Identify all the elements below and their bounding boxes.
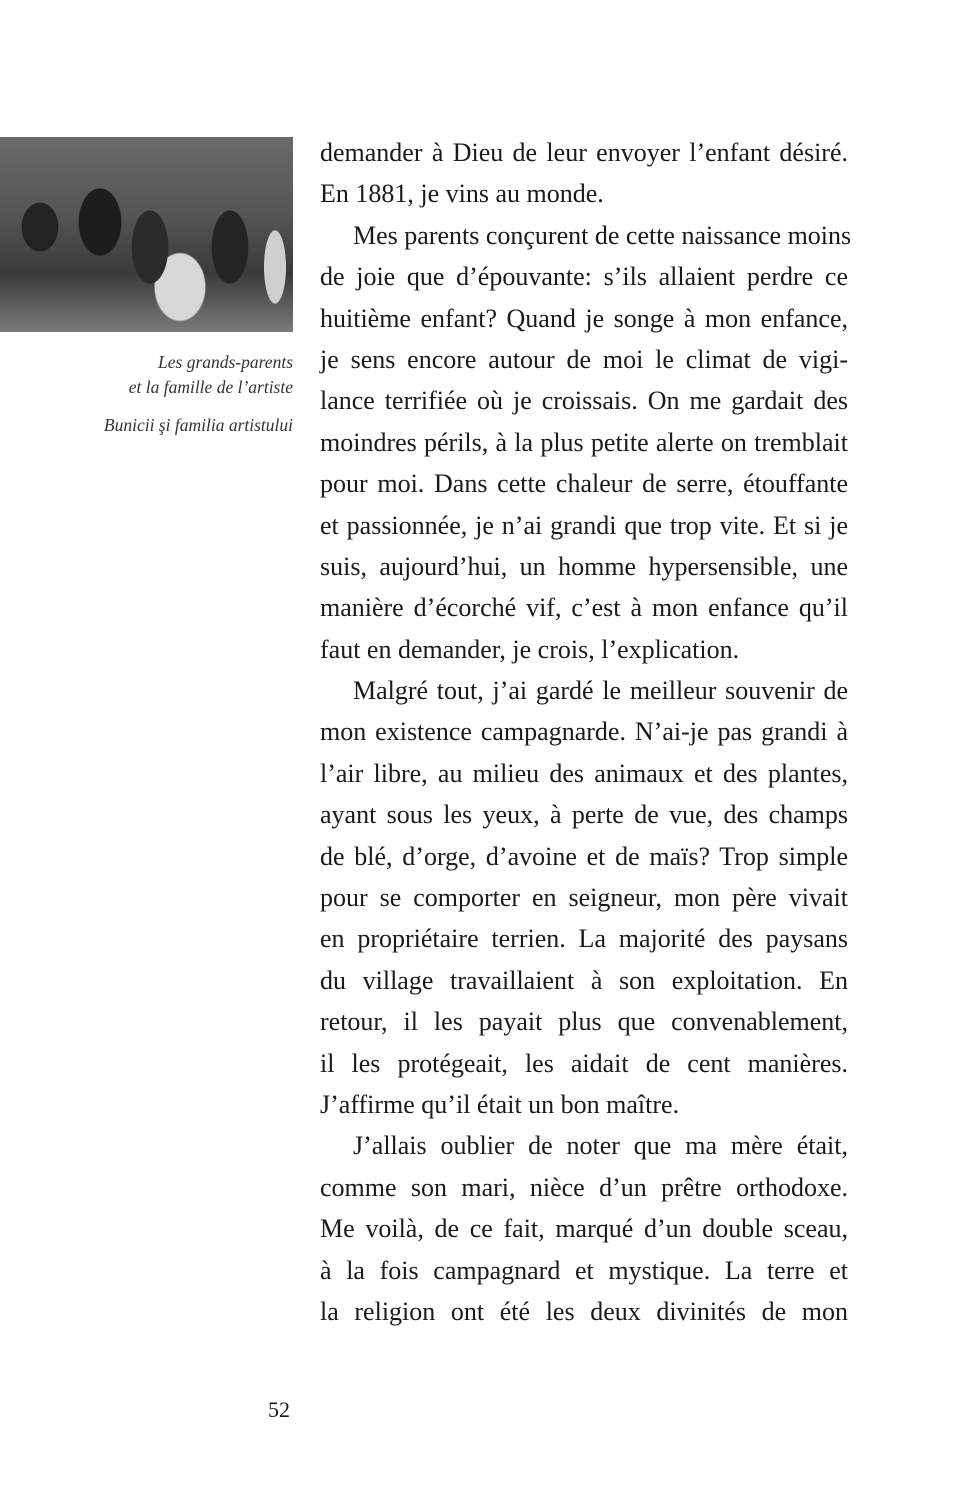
caption-line: Les grands-parents — [158, 352, 293, 372]
text-line: comme son mari, nièce d’un prêtre orthodoxe. — [320, 1172, 848, 1202]
text-line: Malgré tout, j’ai gardé le meilleur souvenir de — [353, 676, 848, 706]
text-line: En 1881, je vins au monde. — [320, 179, 604, 209]
text-line: J’affirme qu’il était un bon maître. — [320, 1089, 680, 1119]
text-line: faut en demander, je crois, l’explication. — [320, 634, 740, 664]
text-line: moindres périls, à la plus petite alerte on tremblait — [320, 427, 848, 457]
text-line: pour se comporter en seigneur, mon père vivait — [320, 883, 848, 913]
body-text — [320, 132, 852, 1332]
text-line: du village travaillaient à son exploitation. En — [320, 965, 848, 995]
text-line: huitième enfant? Quand je songe à mon enfance, — [320, 303, 848, 333]
caption-french — [104, 350, 293, 400]
text-line: J’allais oublier de noter que ma mère était, — [353, 1131, 848, 1161]
text-line: lance terrifiée où je croissais. On me gardait des — [320, 386, 848, 416]
text-line: mon existence campagnarde. N’ai-je pas grandi à — [320, 717, 848, 747]
text-line: pour moi. Dans cette chaleur de serre, étouffante — [320, 469, 848, 499]
page-number: 52 — [268, 1397, 290, 1422]
text-line: et passionnée, je n’ai grandi que trop vite. Et si je — [320, 510, 848, 540]
text-line: manière d’écorché vif, c’est à mon enfance qu’il — [320, 593, 848, 623]
text-line: Mes parents conçurent de cette naissance moins — [353, 220, 852, 250]
family-photo — [0, 137, 293, 332]
paragraph — [320, 1125, 848, 1332]
caption-romanian: Bunicii şi familia artistului — [103, 415, 293, 435]
text-line: en propriétaire terrien. La majorité des paysans — [320, 924, 848, 954]
photo-caption — [104, 350, 293, 451]
caption-line: et la famille de l’artiste — [128, 377, 293, 397]
paragraph — [320, 132, 848, 215]
text-line: il les protégeait, les aidait de cent manières. — [320, 1048, 848, 1078]
text-line: suis, aujourd’hui, un homme hypersensible, une — [320, 551, 848, 581]
text-line: à la fois campagnard et mystique. La terre et — [320, 1255, 848, 1285]
text-line: la religion ont été les deux divinités de mon — [320, 1296, 848, 1326]
text-line: de joie que d’épouvante: s’ils allaient perdre ce — [320, 262, 848, 292]
text-line: Me voilà, de ce fait, marqué d’un double sceau, — [320, 1214, 848, 1244]
text-line: l’air libre, au milieu des animaux et des plantes, — [320, 758, 848, 788]
text-line: ayant sous les yeux, à perte de vue, des champs — [320, 800, 848, 830]
paragraph — [320, 670, 848, 1125]
text-line: de blé, d’orge, d’avoine et de maïs? Trop simple — [320, 841, 848, 871]
text-line: demander à Dieu de leur envoyer l’enfant désiré. — [320, 138, 848, 167]
paragraph — [320, 215, 852, 670]
text-line: je sens encore autour de moi le climat de vigi- — [320, 344, 848, 374]
text-line: retour, il les payait plus que convenablement, — [320, 1007, 848, 1037]
